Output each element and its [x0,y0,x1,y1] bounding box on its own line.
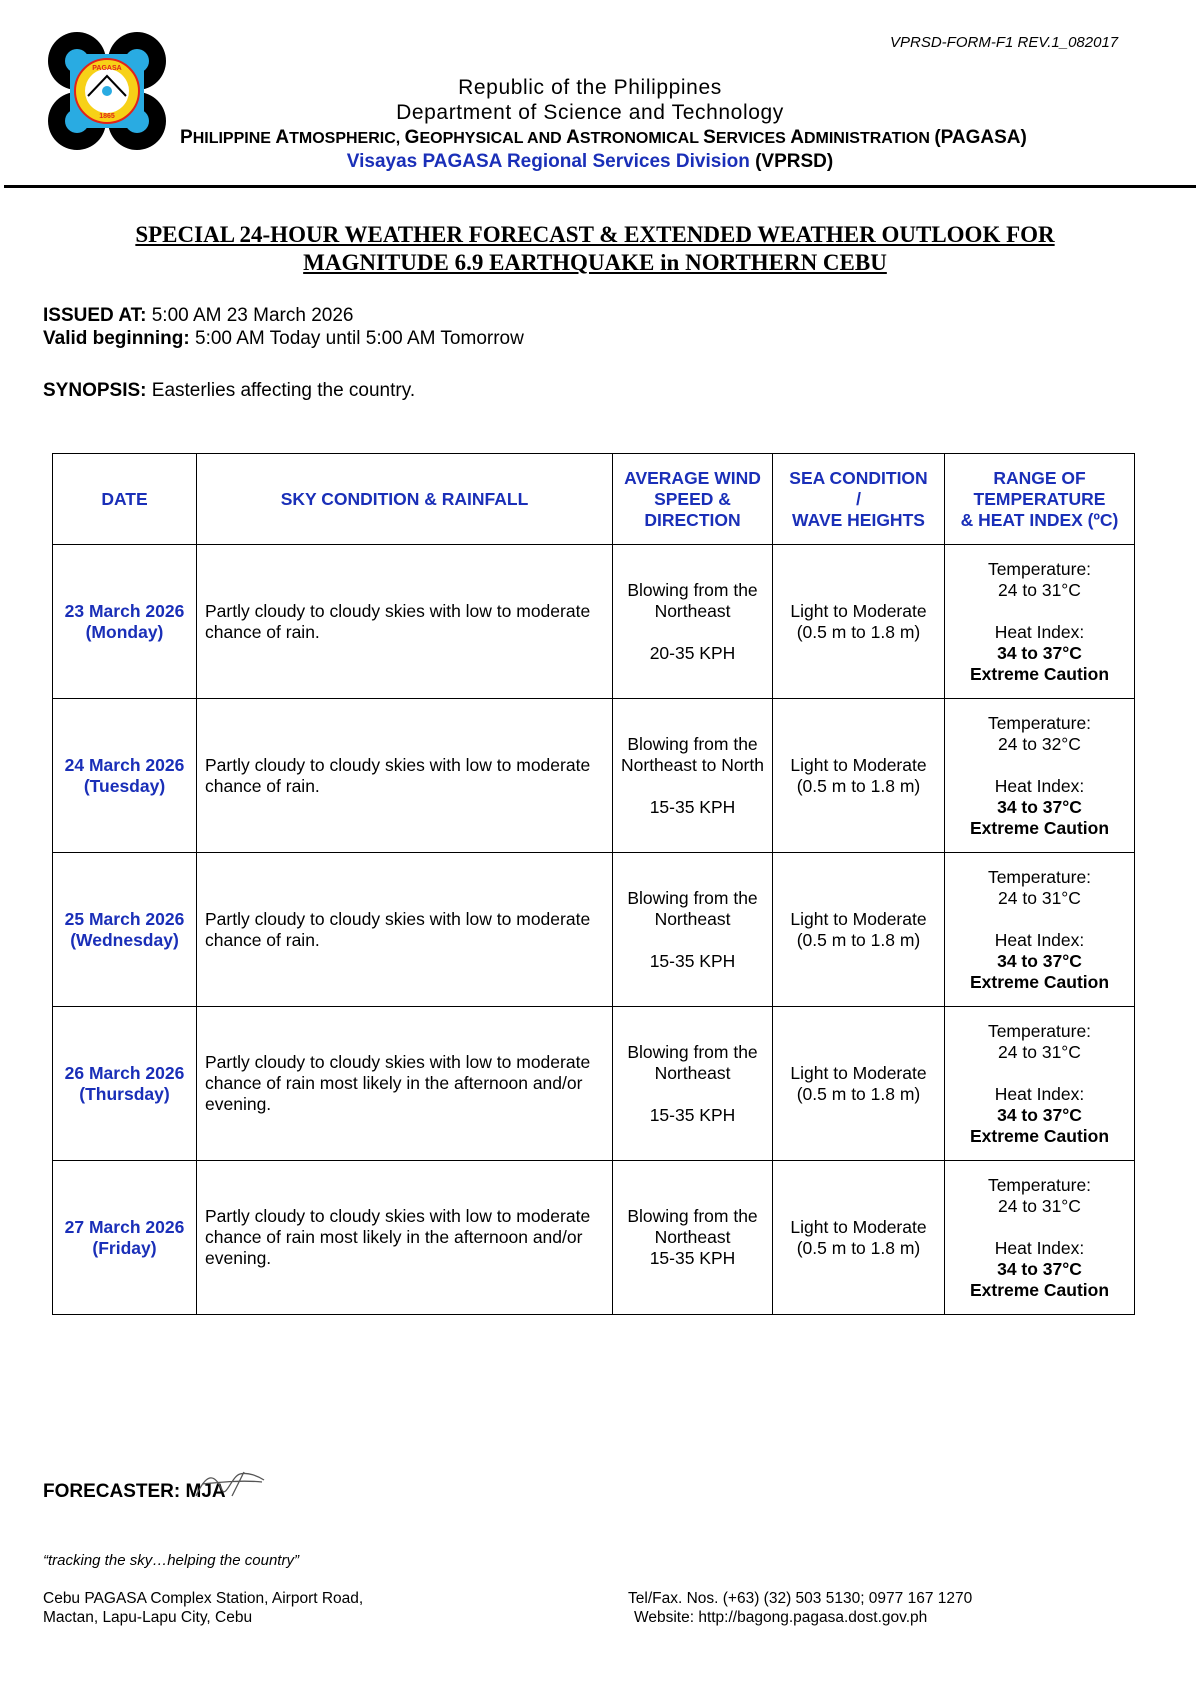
agency-word-5: SERVICES [703,127,791,148]
logo-year: 1865 [99,113,115,120]
row-temp: Temperature: 24 to 31°C Heat Index: 34 to 37°C Extreme Caution [945,545,1135,699]
agency-word-4: ASTRONOMICAL [566,127,704,148]
agency-word-6: ADMINISTRATION [790,127,935,148]
header-division: Visayas PAGASA Regional Services Division (VPRSD) [346,151,834,172]
agency-word-2: ATMOSPHERIC, [275,127,405,148]
forecaster-initials: MJA [185,1481,226,1502]
forecaster: FORECASTER: MJA [43,1481,226,1502]
row-sea: Light to Moderate (0.5 m to 1.8 m) [773,545,945,699]
row-sea: Light to Moderate (0.5 m to 1.8 m) [773,1161,945,1315]
logo-ring-text: PAGASA [92,65,122,72]
row-wind: Blowing from the Northeast 15-35 KPH [613,853,773,1007]
row-sea: Light to Moderate (0.5 m to 1.8 m) [773,853,945,1007]
table-row [53,853,1135,1007]
pagasa-logo [48,32,166,150]
signature-scribble [192,1466,268,1506]
row-date: 26 March 2026 (Thursday) [53,1007,197,1161]
row-sky: Partly cloudy to cloudy skies with low to moderate chance of rain. [197,699,613,853]
table-header-row [53,454,1135,545]
header-date: DATE [53,454,197,545]
row-temp: Temperature: 24 to 32°C Heat Index: 34 to 37°C Extreme Caution [945,699,1135,853]
tel-fax: Tel/Fax. Nos. (+63) (32) 503 5130; 0977 167 1270 [628,1590,973,1607]
address-line1: Cebu PAGASA Complex Station, Airport Road, [43,1590,364,1607]
division-abbr: (VPRSD) [755,151,834,172]
header-agency [180,127,1027,149]
row-sea: Light to Moderate (0.5 m to 1.8 m) [773,699,945,853]
table-row [53,545,1135,699]
header-sea: SEA CONDITION / WAVE HEIGHTS [773,454,945,545]
header-sky: SKY CONDITION & RAINFALL [197,454,613,545]
row-date: 23 March 2026 (Monday) [53,545,197,699]
address-line2: Mactan, Lapu-Lapu City, Cebu [43,1609,253,1626]
row-sky: Partly cloudy to cloudy skies with low to moderate chance of rain. [197,853,613,1007]
website: Website: http://bagong.pagasa.dost.gov.ph [634,1609,928,1626]
row-sky: Partly cloudy to cloudy skies with low to moderate chance of rain most likely in the afternoon and/or evening. [197,1161,613,1315]
header-temp: RANGE OF TEMPERATURE & HEAT INDEX (ºC) [945,454,1135,545]
agency-word-1: PHILIPPINE [180,127,276,148]
table-row [53,1007,1135,1161]
row-temp: Temperature: 24 to 31°C Heat Index: 34 to 37°C Extreme Caution [945,853,1135,1007]
header-wind: AVERAGE WIND SPEED & DIRECTION [613,454,773,545]
row-date: 25 March 2026 (Wednesday) [53,853,197,1007]
forecast-table [52,453,1135,1315]
tagline: “tracking the sky…helping the country” [43,1552,299,1569]
agency-abbr: (PAGASA) [934,127,1027,148]
issued-at: ISSUED AT: 5:00 AM 23 March 2026 [43,305,354,326]
row-sky: Partly cloudy to cloudy skies with low to moderate chance of rain most likely in the afternoon and/or evening. [197,1007,613,1161]
header-department: Department of Science and Technology [396,101,784,124]
row-temp: Temperature: 24 to 31°C Heat Index: 34 to 37°C Extreme Caution [945,1007,1135,1161]
row-temp: Temperature: 24 to 31°C Heat Index: 34 to 37°C Extreme Caution [945,1161,1135,1315]
valid-beginning: Valid beginning: 5:00 AM Today until 5:00 AM Tomorrow [43,328,524,349]
agency-word-3: GEOPHYSICAL AND [404,127,567,148]
header-rule [4,185,1196,188]
row-date: 27 March 2026 (Friday) [53,1161,197,1315]
synopsis: SYNOPSIS: Easterlies affecting the country. [43,380,416,401]
table-row [53,1161,1135,1315]
row-wind: Blowing from the Northeast 20-35 KPH [613,545,773,699]
header-republic: Republic of the Philippines [458,76,722,99]
table-row [53,699,1135,853]
row-wind: Blowing from the Northeast 15-35 KPH [613,1161,773,1315]
row-date: 24 March 2026 (Tuesday) [53,699,197,853]
row-wind: Blowing from the Northeast to North 15-35 KPH [613,699,773,853]
row-wind: Blowing from the Northeast 15-35 KPH [613,1007,773,1161]
forecast-title-line1: SPECIAL 24-HOUR WEATHER FORECAST & EXTENDED WEATHER OUTLOOK FOR [135,222,1055,247]
row-sky: Partly cloudy to cloudy skies with low to moderate chance of rain. [197,545,613,699]
form-code: VPRSD-FORM-F1 REV.1_082017 [890,34,1119,51]
forecast-title-line2: MAGNITUDE 6.9 EARTHQUAKE in NORTHERN CEBU [303,250,887,275]
row-sea: Light to Moderate (0.5 m to 1.8 m) [773,1007,945,1161]
